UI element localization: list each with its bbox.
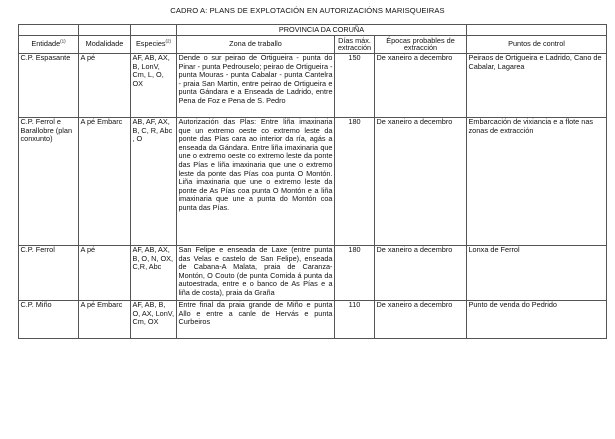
cell-modalidade: A pé Embarc	[79, 300, 131, 338]
table-row	[19, 300, 607, 338]
cell-puntos: Embarcación de vixiancia e a flote nas zonas de extracción	[467, 117, 607, 245]
cell-zona: Autorización das Plas: Entre liña imaxinaria que un extremo oeste co extremo leste da ponte das Pías cara ao interior da ría, agás a enseada da Gándara. Entre liña imaxinaria que une o extremo oeste co extremo leste da ponte das Pías e liña imaxinaria que une o extremo leste da ponte das Pías coa punta O Montón. Liña imaxinaria que une o extremo leste da ponte de As Pías coa punta O Montón e a liña imaxinaria que une a punta do Montón coa punta das Pías.	[177, 117, 335, 245]
table-caption: CADRO A: PLANS DE EXPLOTACIÓN EN AUTORIZACIÓNS MARISQUEIRAS	[170, 6, 445, 15]
col-header-entidade: Entidade$^{(1)}$	[19, 35, 79, 53]
cell-epocas: De xaneiro a decembro	[375, 300, 467, 338]
cell-zona: San Felipe e enseada de Laxe (entre punta das Velas e castelo de San Felipe), enseada de Cabana-A Malata, praia de Caranza-Montón, O Couto (de punta Comida á punta da autoestrada, entre e o banco de As Pías e a liña de costa), praia da Graña	[177, 245, 335, 300]
table-row	[19, 245, 607, 300]
cell-puntos: Punto de venda do Pedrido	[467, 300, 607, 338]
cell-especies: AF, AB, AX, B, LonV, Cm, L, O, OX	[131, 53, 177, 117]
cell-zona: Dende o sur peirao de Ortigueira - punta do Pinar - punta Pedrouselo; peirao de Ortigueira - punta Mouras - punta Cabalar - punta Cantelra - praia San Martin, entre peirao de Ortigueira e punta Gándara e a Enseada de Ladrido, entre Pena de Foz e Pena de S. Pedro	[177, 53, 335, 117]
cell-dias: 150	[335, 53, 375, 117]
group-header-row	[19, 25, 607, 36]
cell-entidade: C.P. Ferrol e Barallobre (plan conxunto)	[19, 117, 79, 245]
cell-zona: Entre final da praia grande de Miño e punta Allo e entre a canle de Hervás e punta Curbeiros	[177, 300, 335, 338]
col-header-dias: Días máx. extracción	[335, 35, 375, 53]
cell-epocas: De xaneiro a decembro	[375, 117, 467, 245]
table-row	[19, 117, 607, 245]
cell-epocas: De xaneiro a decembro	[375, 245, 467, 300]
cell-modalidade: A pé	[79, 245, 131, 300]
cell-entidade: C.P. Miño	[19, 300, 79, 338]
cell-especies: AF, AB, B, O, AX, LonV, Cm, OX	[131, 300, 177, 338]
cell-entidade: C.P. Ferrol	[19, 245, 79, 300]
col-header-zona: Zona de traballo	[177, 35, 335, 53]
cell-dias: 180	[335, 117, 375, 245]
column-header-row	[19, 35, 607, 53]
col-header-puntos: Puntos de control	[467, 35, 607, 53]
cell-modalidade: A pé	[79, 53, 131, 117]
cell-entidade: C.P. Espasante	[19, 53, 79, 117]
cell-dias: 180	[335, 245, 375, 300]
cell-puntos: Lonxa de Ferrol	[467, 245, 607, 300]
col-header-epocas: Épocas probables de extracción	[375, 35, 467, 53]
cell-especies: AB, AF, AX, B, C, R, Abc , O	[131, 117, 177, 245]
cell-puntos: Peiraos de Ortigueira e Ladrido, Cano de Cabalar, Lagarea	[467, 53, 607, 117]
col-header-modalidade: Modalidade	[79, 35, 131, 53]
province-header: PROVINCIA DA CORUÑA	[177, 25, 467, 36]
exploitation-plans-table	[18, 24, 607, 339]
col-header-especies: Especies$^{(2)}$	[131, 35, 177, 53]
cell-epocas: De xaneiro a decembro	[375, 53, 467, 117]
cell-dias: 110	[335, 300, 375, 338]
cell-modalidade: A pé Embarc	[79, 117, 131, 245]
cell-especies: AF, AB, AX, B, O, N, OX, C,R, Abc	[131, 245, 177, 300]
table-row	[19, 53, 607, 117]
